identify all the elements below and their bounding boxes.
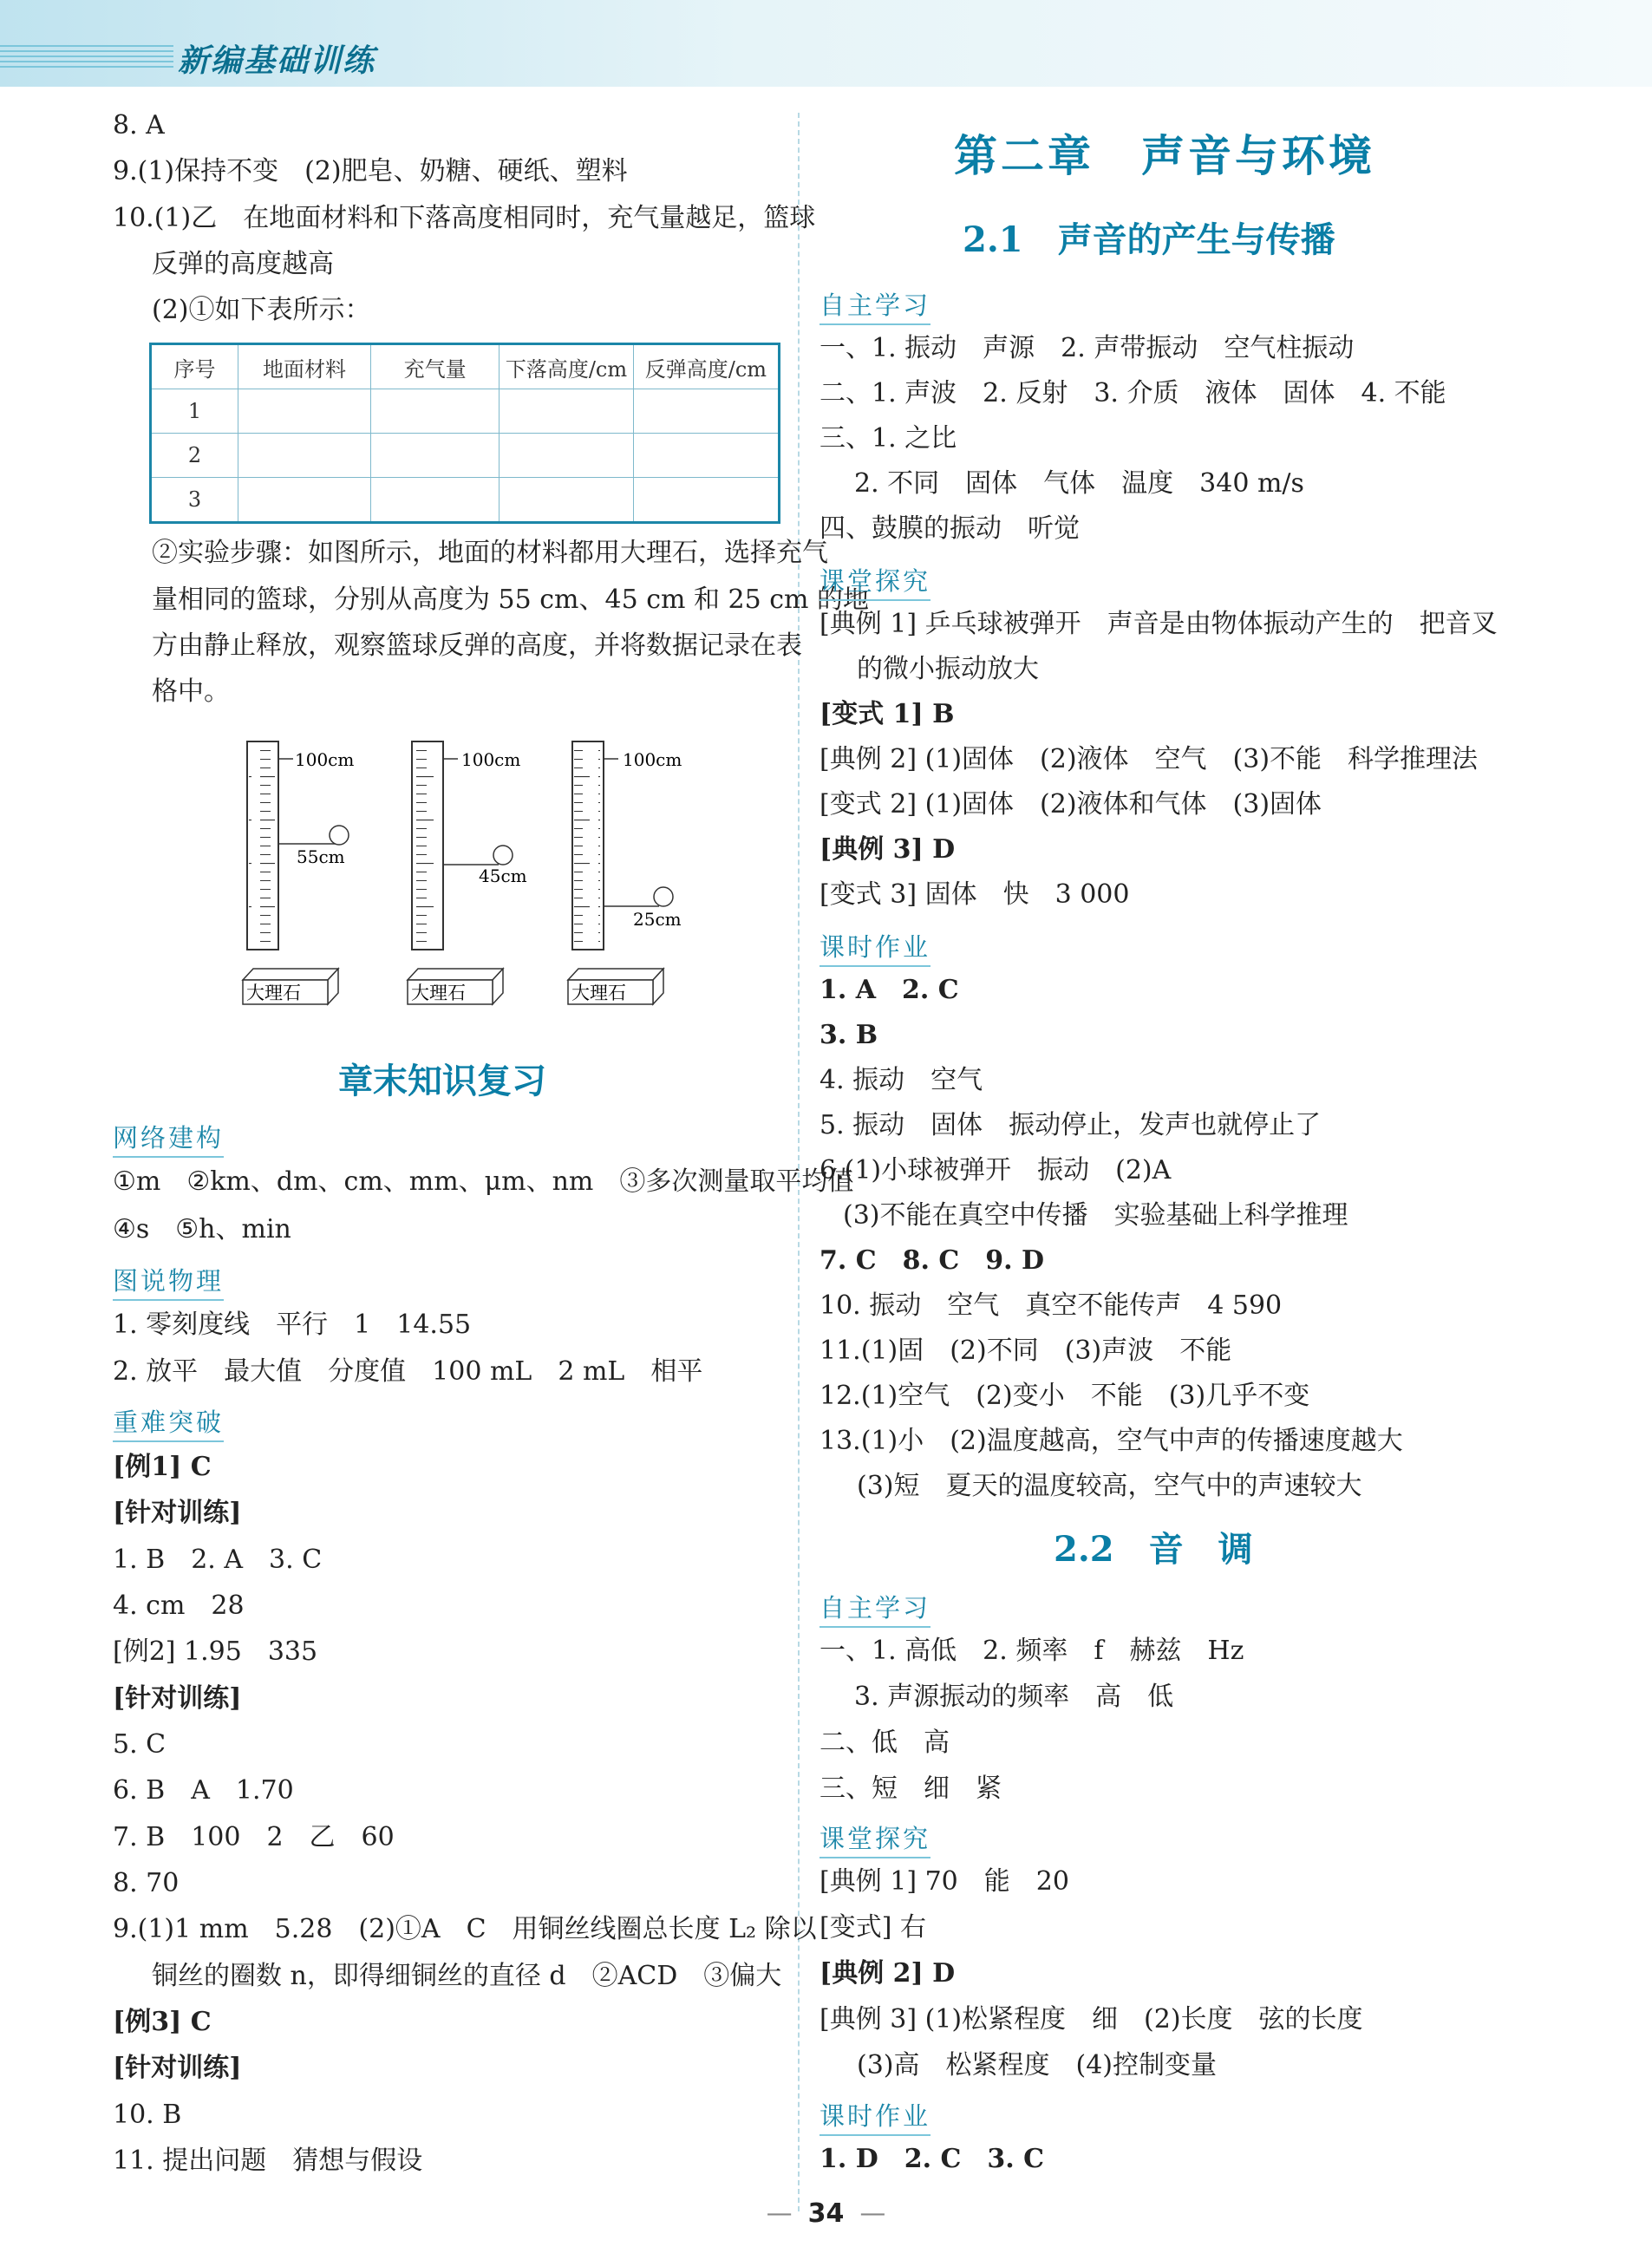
training-label-1: [针对训练] bbox=[113, 1498, 242, 1528]
training-label-3: [针对训练] bbox=[113, 2053, 242, 2083]
key-answer-4: 4. cm 28 bbox=[113, 1590, 245, 1621]
dash-left: — bbox=[766, 2198, 793, 2229]
variant-2: [变式 2] (1)固体 (2)液体和气体 (3)固体 bbox=[819, 789, 1322, 820]
section-homework-1: 课时作业 bbox=[819, 928, 930, 967]
self2-line3: 二、低 高 bbox=[819, 1728, 950, 1758]
table-cell bbox=[371, 389, 500, 434]
marble-base-1 bbox=[243, 969, 338, 1004]
class2-example-3-line1: [典例 3] (1)松紧程度 细 (2)长度 弦的长度 bbox=[819, 2004, 1363, 2035]
self2-line1: 一、1. 高低 2. 频率 f 赫兹 Hz bbox=[819, 1636, 1244, 1666]
answer-10-line1: 10.(1)乙 在地面材料和下落高度相同时，充气量越足，篮球 bbox=[113, 203, 816, 233]
table-cell bbox=[500, 434, 634, 478]
ruler-3-top-label: 100cm bbox=[623, 749, 682, 770]
section-key-points: 重难突破 bbox=[113, 1403, 224, 1442]
ruler-2 bbox=[412, 741, 527, 950]
section-self-study-2: 自主学习 bbox=[819, 1589, 930, 1628]
section-class-2: 课堂探究 bbox=[819, 1819, 930, 1858]
self-line5: 四、鼓膜的振动 听觉 bbox=[819, 513, 1080, 544]
table-cell bbox=[238, 478, 371, 523]
answer-9: 9.(1)保持不变 (2)肥皂、奶糖、硬纸、塑料 bbox=[113, 156, 628, 186]
table-row bbox=[151, 389, 780, 434]
training-label-2: [针对训练] bbox=[113, 1683, 242, 1714]
table-cell: 1 bbox=[151, 389, 238, 434]
table-row bbox=[151, 478, 780, 523]
self2-line4: 三、短 细 紧 bbox=[819, 1773, 1002, 1804]
class2-example-1: [典例 1] 70 能 20 bbox=[819, 1866, 1069, 1897]
step-line4: 格中。 bbox=[152, 676, 230, 707]
table-cell bbox=[500, 478, 634, 523]
key-answer-8: 8. 70 bbox=[113, 1868, 180, 1898]
ruler-2-height-label: 45cm bbox=[479, 865, 527, 886]
example-2: [例2] 1.95 335 bbox=[113, 1636, 318, 1667]
hw-answer-12: 12.(1)空气 (2)变小 不能 (3)几乎不变 bbox=[819, 1381, 1310, 1411]
hw-answer-10: 10. 振动 空气 真空不能传声 4 590 bbox=[819, 1290, 1283, 1321]
ball-1 bbox=[330, 826, 349, 845]
class2-variant: [变式] 右 bbox=[819, 1912, 926, 1943]
key-answer-9-line1: 9.(1)1 mm 5.28 (2)①A C 用铜丝线圈总长度 L₂ 除以 bbox=[113, 1914, 817, 1944]
network-line1: ①m ②km、dm、cm、mm、μm、nm ③多次测量取平均值 bbox=[113, 1166, 854, 1197]
hw-answer-3: 3. B bbox=[819, 1020, 878, 1050]
key-answer-10: 10. B bbox=[113, 2100, 182, 2130]
hw-answer-11: 11.(1)固 (2)不同 (3)声波 不能 bbox=[819, 1336, 1232, 1366]
table-cell bbox=[371, 478, 500, 523]
ruler-1-height-label: 55cm bbox=[297, 846, 345, 867]
table-cell bbox=[633, 434, 779, 478]
example-1: [例1] C bbox=[113, 1452, 212, 1482]
self-line1: 一、1. 振动 声源 2. 声带振动 空气柱振动 bbox=[819, 333, 1355, 363]
header-title: 新编基础训练 bbox=[178, 42, 376, 79]
table-row bbox=[151, 434, 780, 478]
header-stripes bbox=[0, 45, 173, 69]
class-line2: 的微小振动放大 bbox=[857, 654, 1039, 684]
marble-label-2: 大理石 bbox=[411, 983, 466, 1003]
table-cell bbox=[633, 478, 779, 523]
step-line1: ②实验步骤：如图所示，地面的材料都用大理石，选择充气 bbox=[152, 538, 828, 568]
hw2-answer-1-3: 1. D 2. C 3. C bbox=[819, 2144, 1045, 2174]
review-title: 章末知识复习 bbox=[338, 1061, 546, 1101]
figure-line1: 1. 零刻度线 平行 1 14.55 bbox=[113, 1310, 472, 1340]
table-header: 反弹高度/cm bbox=[633, 344, 779, 389]
hw-answer-13-line1: 13.(1)小 (2)温度越高，空气中声的传播速度越大 bbox=[819, 1426, 1403, 1456]
ruler-3 bbox=[572, 741, 682, 950]
example-3: [例3] C bbox=[113, 2007, 212, 2037]
table-cell bbox=[371, 434, 500, 478]
key-answer-11: 11. 提出问题 猜想与假设 bbox=[113, 2146, 423, 2176]
key-answer-7: 7. B 100 2 乙 60 bbox=[113, 1822, 395, 1852]
table-header: 下落高度/cm bbox=[500, 344, 634, 389]
section-self-study-1: 自主学习 bbox=[819, 286, 930, 325]
header-band bbox=[0, 0, 1652, 87]
ruler-ball-figure bbox=[234, 733, 702, 1028]
hw-answer-7-9: 7. C 8. C 9. D bbox=[819, 1245, 1045, 1276]
ruler-1 bbox=[247, 741, 354, 950]
table-header: 序号 bbox=[151, 344, 238, 389]
ball-3 bbox=[654, 887, 673, 906]
self2-line2: 3. 声源振动的频率 高 低 bbox=[854, 1682, 1174, 1712]
table-header: 充气量 bbox=[371, 344, 500, 389]
hw-answer-5: 5. 振动 固体 振动停止，发声也就停止了 bbox=[819, 1110, 1322, 1140]
self-line3: 三、1. 之比 bbox=[819, 423, 957, 454]
dash-right: — bbox=[859, 2198, 886, 2229]
network-line2: ④s ⑤h、min bbox=[113, 1214, 291, 1244]
ball-2 bbox=[493, 846, 513, 865]
table-header: 地面材料 bbox=[238, 344, 371, 389]
answer-10-line2: 反弹的高度越高 bbox=[152, 249, 334, 279]
figure-line2: 2. 放平 最大值 分度值 100 mL 2 mL 相平 bbox=[113, 1356, 703, 1387]
self-line4: 2. 不同 固体 气体 温度 340 m/s bbox=[854, 468, 1304, 499]
page-number: 34 bbox=[807, 2198, 845, 2229]
record-table bbox=[149, 343, 780, 524]
hw-answer-4: 4. 振动 空气 bbox=[819, 1065, 983, 1095]
section-2-1-title: 2.1 声音的产生与传播 bbox=[963, 219, 1335, 260]
class2-example-3-line2: (3)高 松紧程度 (4)控制变量 bbox=[857, 2050, 1217, 2080]
hw-answer-6-line2: (3)不能在真空中传播 实验基础上科学推理 bbox=[843, 1200, 1348, 1231]
section-network: 网络建构 bbox=[113, 1119, 224, 1158]
step-line2: 量相同的篮球，分别从高度为 55 cm、45 cm 和 25 cm 的地 bbox=[152, 585, 870, 615]
section-class-1: 课堂探究 bbox=[819, 562, 930, 601]
ruler-3-height-label: 25cm bbox=[633, 909, 682, 930]
table-cell bbox=[238, 434, 371, 478]
marble-label-3: 大理石 bbox=[571, 983, 626, 1003]
table-cell bbox=[633, 389, 779, 434]
ruler-1-top-label: 100cm bbox=[295, 749, 355, 770]
marble-base-3 bbox=[568, 969, 663, 1004]
table-cell: 3 bbox=[151, 478, 238, 523]
table-cell bbox=[500, 389, 634, 434]
key-answer-1-3: 1. B 2. A 3. C bbox=[113, 1545, 323, 1575]
class-line1: [典例 1] 乒乓球被弹开 声音是由物体振动产生的 把音叉 bbox=[819, 609, 1498, 639]
section-figure-physics: 图说物理 bbox=[113, 1262, 224, 1301]
section-homework-2: 课时作业 bbox=[819, 2097, 930, 2136]
column-divider bbox=[798, 113, 800, 2211]
hw-answer-6-line1: 6.(1)小球被弹开 振动 (2)A bbox=[819, 1155, 1172, 1186]
class-example-2: [典例 2] (1)固体 (2)液体 空气 (3)不能 科学推理法 bbox=[819, 744, 1479, 774]
marble-base-2 bbox=[408, 969, 503, 1004]
class2-example-2: [典例 2] D bbox=[819, 1958, 956, 1989]
key-answer-6: 6. B A 1.70 bbox=[113, 1775, 294, 1806]
hw-answer-13-line2: (3)短 夏天的温度较高，空气中的声速较大 bbox=[857, 1471, 1362, 1501]
variant-1: [变式 1] B bbox=[819, 699, 955, 729]
class-example-3: [典例 3] D bbox=[819, 834, 956, 865]
section-2-2-title: 2.2 音 调 bbox=[1054, 1529, 1253, 1570]
table-cell bbox=[238, 389, 371, 434]
key-answer-9-line2: 铜丝的圈数 n，即得细铜丝的直径 d ②ACD ③偏大 bbox=[152, 1961, 782, 1991]
hw-answer-1-2: 1. A 2. C bbox=[819, 975, 959, 1005]
variant-3: [变式 3] 固体 快 3 000 bbox=[819, 879, 1130, 910]
answer-10-line3: (2)①如下表所示： bbox=[152, 295, 371, 325]
ruler-2-top-label: 100cm bbox=[461, 749, 521, 770]
self-line2: 二、1. 声波 2. 反射 3. 介质 液体 固体 4. 不能 bbox=[819, 378, 1446, 408]
table-header-row bbox=[151, 344, 780, 389]
key-answer-5: 5. C bbox=[113, 1729, 167, 1760]
answer-8: 8. A bbox=[113, 110, 165, 140]
chapter-title: 第二章 声音与环境 bbox=[954, 130, 1375, 181]
marble-label-1: 大理石 bbox=[246, 983, 301, 1003]
table-cell: 2 bbox=[151, 434, 238, 478]
step-line3: 方由静止释放，观察篮球反弹的高度，并将数据记录在表 bbox=[152, 630, 802, 661]
page-number-footer bbox=[0, 2198, 1652, 2229]
